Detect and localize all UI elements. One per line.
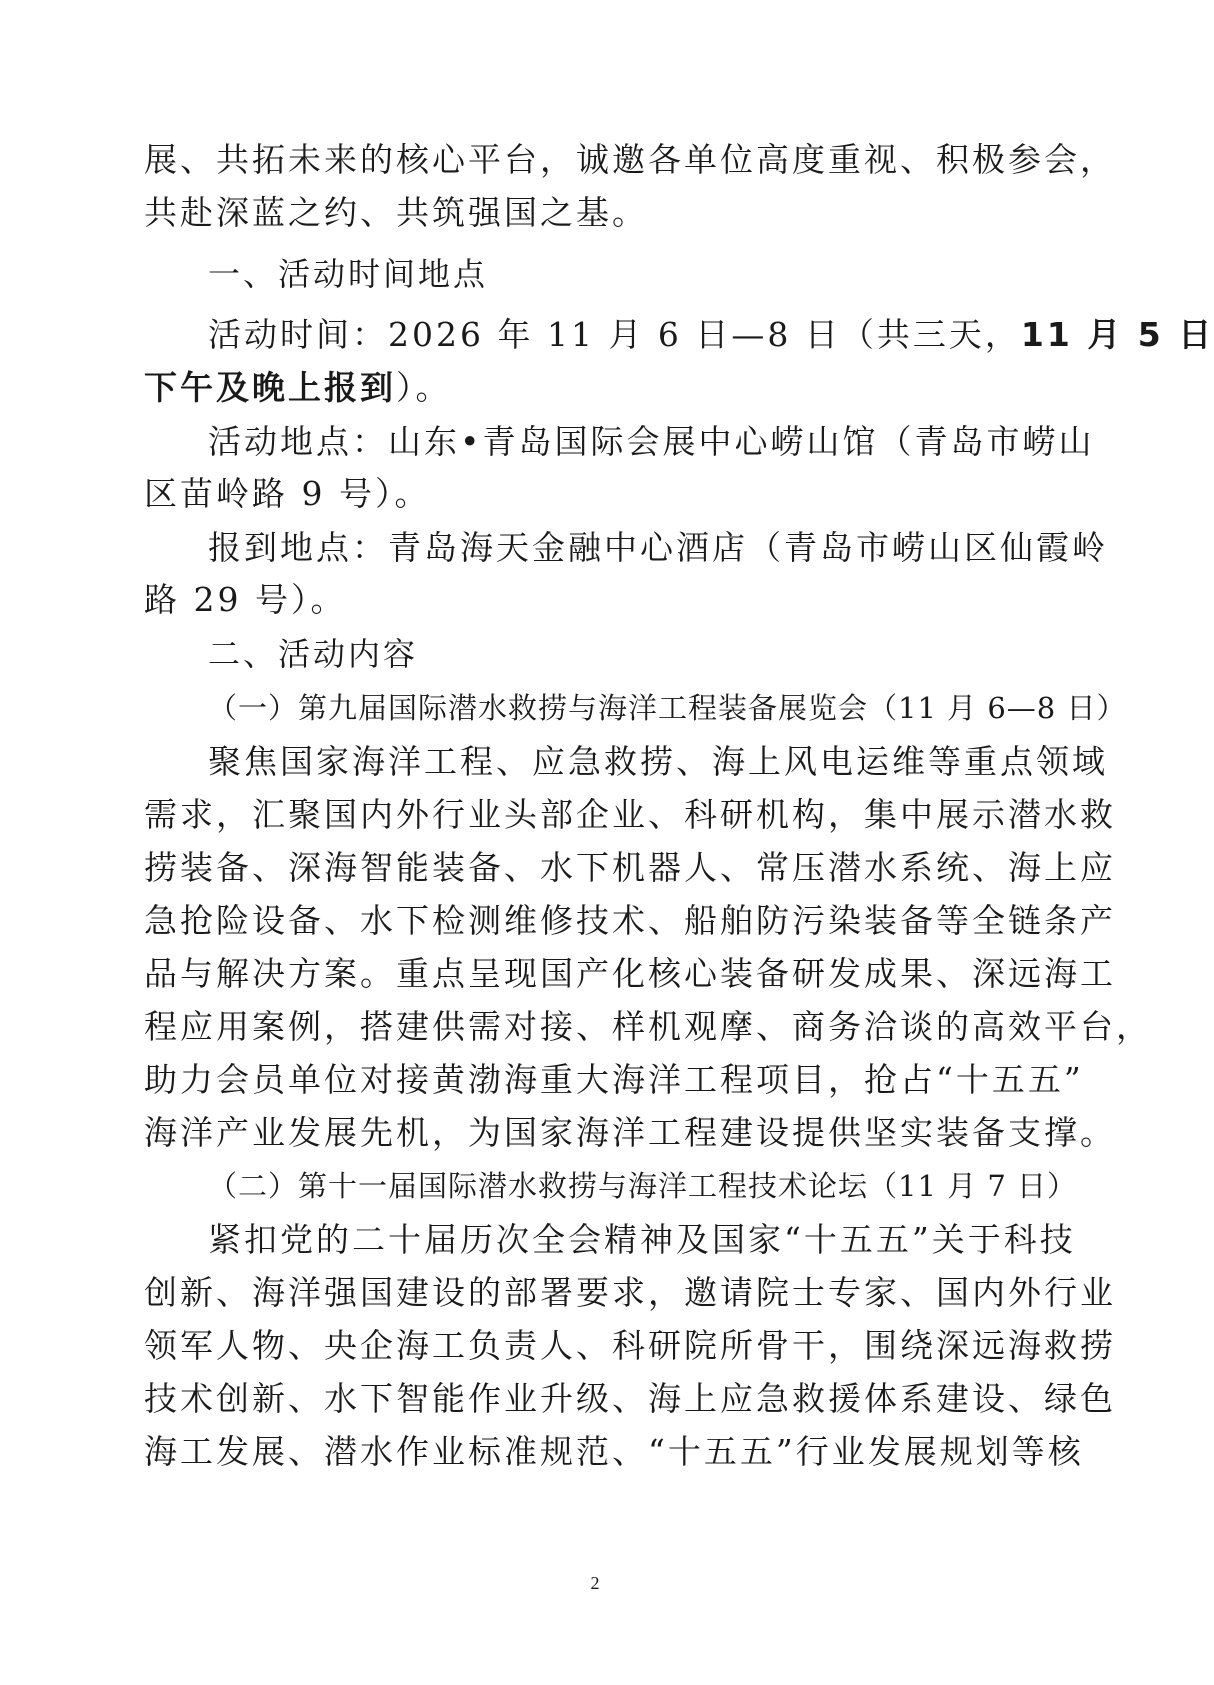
check-in-venue-value: 青岛海天金融中心酒店（青岛市崂山区仙霞岭 (388, 528, 1108, 567)
paragraph-line: 聚焦国家海洋工程、应急救捞、海上风电运维等重点领域 (208, 742, 1108, 781)
event-time-line-continued (144, 359, 1014, 417)
paragraph-line: 海洋产业发展先机，为国家海洋工程建设提供坚实装备支撑。 (144, 1113, 1116, 1152)
paragraph-line: 展、共拓未来的核心平台，诚邀各单位高度重视、积极参会， (144, 140, 1116, 179)
paragraph-line: 创新、海洋强国建设的部署要求，邀请院士专家、国内外行业 (144, 1273, 1116, 1312)
check-in-venue-line-continued: 路 29 号）。 (144, 580, 347, 619)
check-in-venue-line (208, 519, 1108, 577)
paragraph-line: 海工发展、潜水作业标准规范、“十五五”行业发展规划等核 (144, 1432, 1084, 1471)
paragraph-line: 程应用案例，搭建供需对接、样机观摩、商务洽谈的高效平台， (144, 1007, 1152, 1046)
page-number: 2 (590, 1573, 600, 1593)
section-heading: 一、活动时间地点 (208, 255, 489, 293)
paragraph-line: 领军人物、央企海工负责人、科研院所骨干，围绕深远海救捞 (144, 1326, 1116, 1365)
paragraph-line: 需求，汇聚国内外行业头部企业、科研机构，集中展示潜水救 (144, 795, 1116, 834)
event-venue-line-continued: 区苗岭路 9 号）。 (144, 474, 431, 513)
paragraph-line: 捞装备、深海智能装备、水下机器人、常压潜水系统、海上应 (144, 848, 1116, 887)
check-in-venue-label: 报到地点： (208, 528, 388, 567)
paragraph-line: 紧扣党的二十届历次全会精神及国家“十五五”关于科技 (208, 1220, 1076, 1259)
paragraph-line: 技术创新、水下智能作业升级、海上应急救援体系建设、绿色 (144, 1379, 1116, 1418)
event-time-value: 2026 年 11 月 6 日—8 日（共三天， (388, 315, 1021, 354)
paragraph-line: 助力会员单位对接黄渤海重大海洋工程项目，抢占“十五五” (144, 1060, 1084, 1099)
subsection-title: （二）第十一届国际潜水救捞与海洋工程技术论坛（11 月 7 日） (208, 1169, 1078, 1203)
paragraph-line: 急抢险设备、水下检测维修技术、船舶防污染装备等全链条产 (144, 901, 1116, 940)
paragraph-line: 共赴深蓝之约、共筑强国之基。 (144, 193, 648, 232)
paragraph-line: 品与解决方案。重点呈现国产化核心装备研发成果、深远海工 (144, 954, 1116, 993)
check-in-date: 11 月 5 日 (1020, 315, 1214, 354)
event-time-end: ）。 (396, 368, 452, 407)
section-heading: 二、活动内容 (208, 635, 419, 673)
subsection-title: （一）第九届国际潜水救捞与海洋工程装备展览会（11 月 6—8 日） (208, 691, 1127, 725)
event-time-line (208, 306, 1214, 364)
event-time-label: 活动时间： (208, 315, 388, 354)
event-venue-value: 山东•青岛国际会展中心崂山馆（青岛市崂山 (388, 422, 1095, 461)
event-venue-label: 活动地点： (208, 422, 388, 461)
event-venue-line (208, 413, 1095, 471)
check-in-time: 下午及晚上报到 (144, 368, 396, 407)
